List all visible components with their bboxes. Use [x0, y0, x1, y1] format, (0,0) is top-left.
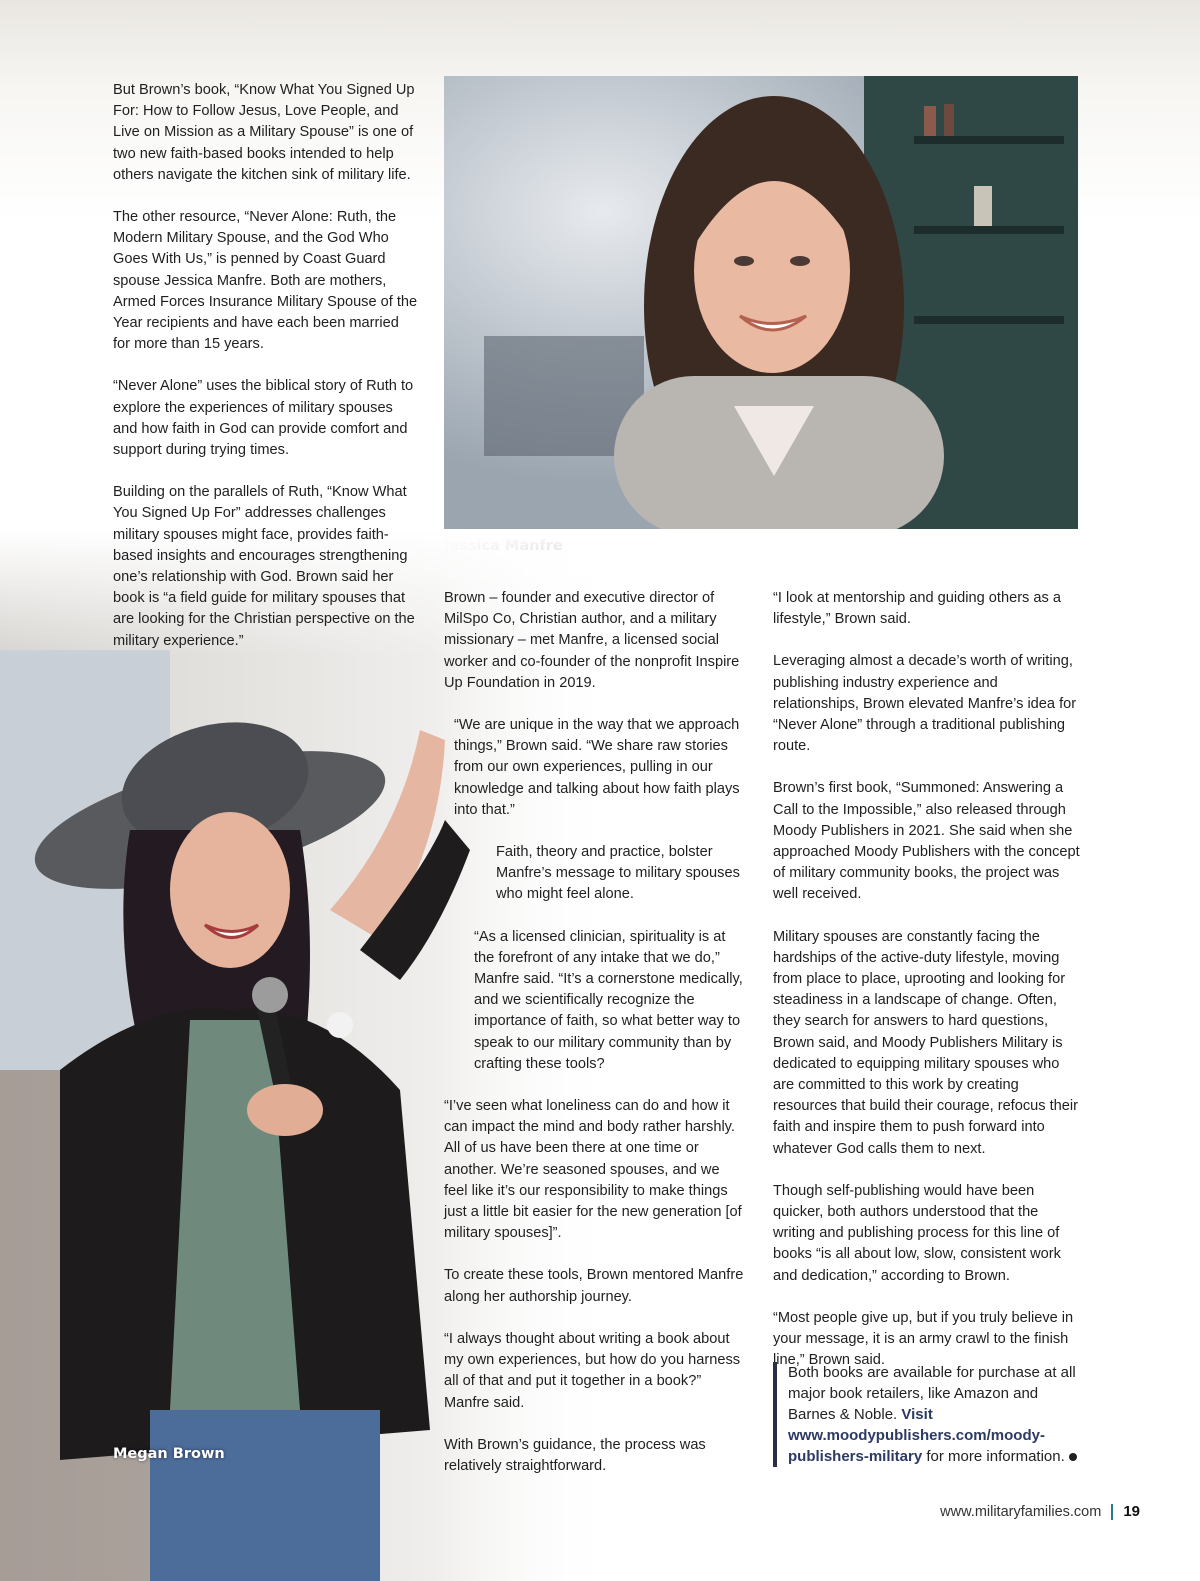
megan-brown-caption: Megan Brown — [113, 1446, 225, 1462]
paragraph: The other resource, “Never Alone: Ruth, the Modern Military Spouse, and the God Who Goes With Us,” is penned by Coast Guard spouse Jessica Manfre. Both are mothers, Armed Forces Insurance Military Spouse of the Year recipients and have each been married for more than 15 years. — [113, 209, 418, 353]
page-footer — [940, 1503, 1140, 1520]
paragraph: With Brown’s guidance, the process was relatively straightforward. — [444, 1436, 706, 1474]
paragraph: Building on the parallels of Ruth, “Know What You Signed Up For” addresses challenges military spouses might face, provides faith-based insights and encourages strengthening one’s relationship with God. Brown said her book is “a field guide for military spouses that are looking for the Christian perspective on the military experience.” — [113, 484, 415, 649]
paragraph: “Never Alone” uses the biblical story of Ruth to explore the experiences of military spouses and how faith in God can provide comfort and support during trying times. — [113, 378, 414, 459]
paragraph: “We are unique in the way that we approach things,” Brown said. “We share raw stories from our own experiences, pulling in our knowledge and talking about how faith plays into that.” — [454, 717, 740, 818]
callout-tail: for more information. — [926, 1448, 1065, 1465]
paragraph: Though self-publishing would have been quicker, both authors understood that the writing and publishing process for this line of books “is all about low, slow, consistent work and dedication,” according to Brown. — [773, 1182, 1061, 1284]
footer-divider — [1111, 1504, 1113, 1520]
left-text-column — [113, 80, 419, 673]
paragraph: Brown – founder and executive director of MilSpo Co, Christian author, and a military missionary – met Manfre, a licensed social worker and co-founder of the nonprofit Inspire Up Foundation in 2019. — [444, 590, 740, 691]
paragraph: Military spouses are constantly facing the hardships of the active-duty lifestyle, moving from place to place, uprooting and looking for steadiness in a landscape of change. Often, they search for answers to hard questions, Brown said, and Moody Publishers Military is dedicated to equipping military spouses who are committed to this work by creating resources that build their courage, refocus their faith and inspire them to push forward into whatever God calls them to next. — [773, 928, 1079, 1157]
jessica-manfre-photo — [444, 76, 1078, 529]
right-text-column — [773, 588, 1080, 1393]
paragraph: Leveraging almost a decade’s worth of writing, publishing industry experience and relationships, Brown elevated Manfre’s idea for “Never Alone” through a traditional publishing route. — [773, 653, 1077, 755]
footer-url[interactable]: www.militaryfamilies.com — [940, 1503, 1102, 1520]
paragraph: Faith, theory and practice, bolster Manfre’s message to military spouses who might feel alone. — [496, 844, 740, 903]
end-bullet-icon — [1069, 1453, 1077, 1461]
middle-text-column — [444, 588, 747, 1498]
paragraph: “Most people give up, but if you truly believe in your message, it is an army crawl to the finish line,” Brown said. — [773, 1309, 1074, 1369]
paragraph: “I look at mentorship and guiding others as a lifestyle,” Brown said. — [773, 590, 1061, 628]
paragraph: Brown’s first book, “Summoned: Answering a Call to the Impossible,” also released through Moody Publishers in 2021. She said when she approached Moody Publishers with the concept of military community books, the project was well received. — [773, 780, 1080, 903]
callout-text: Both books are available for purchase at all major book retailers, like Amazon and Barnes & Noble. — [788, 1364, 1076, 1423]
moody-publishers-link[interactable]: Visit www.moodypublishers.com/moody-publishers-military — [788, 1406, 1045, 1465]
paragraph: “As a licensed clinician, spirituality is at the forefront of any intake that we do,” Manfre said. “It’s a cornerstone medically, and we scientifically recognize the importance of faith, so what better way to speak to our military community than by crafting these tools? — [474, 928, 743, 1072]
paragraph: “I always thought about writing a book about my own experiences, but how do you harness all of that and put it together in a book?” Manfre said. — [444, 1330, 741, 1411]
paragraph: “I’ve seen what loneliness can do and how it can impact the mind and body rather harshly. All of us have been there at one time or another. We’re seasoned spouses, and we feel like it’s our responsibility to make things just a little bit easier for the new generation [of military spouses]”. — [444, 1098, 742, 1242]
jessica-manfre-portrait — [444, 76, 1078, 529]
paragraph: To create these tools, Brown mentored Manfre along her authorship journey. — [444, 1267, 744, 1305]
paragraph: But Brown’s book, “Know What You Signed Up For: How to Follow Jesus, Love People, and Live on Mission as a Military Spouse” is one of two new faith-based books intended to help others navigate the kitchen sink of military life. — [113, 82, 415, 183]
availability-callout — [773, 1362, 1088, 1467]
page-number: 19 — [1123, 1503, 1140, 1520]
